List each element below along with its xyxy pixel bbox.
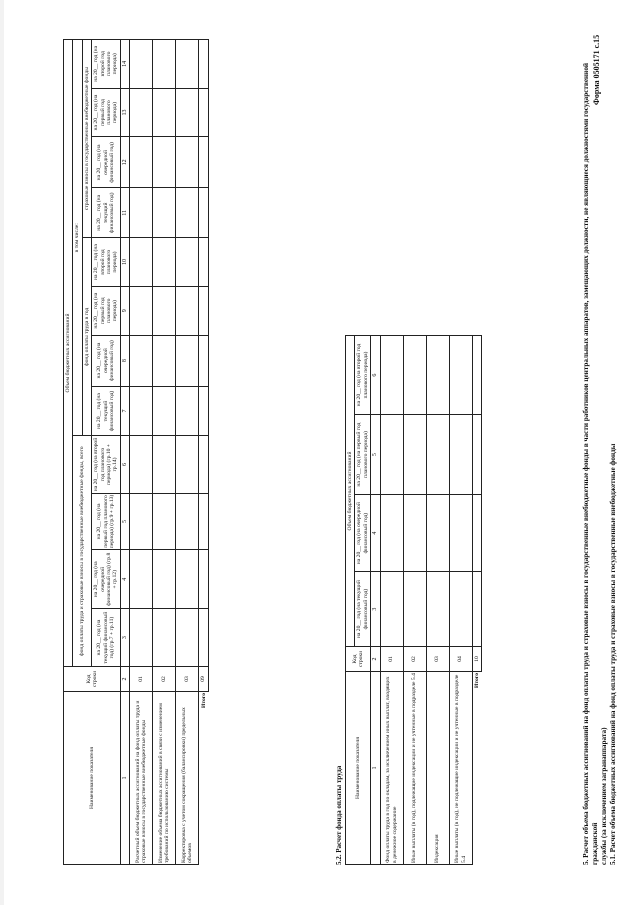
value-cell[interactable] — [130, 286, 153, 335]
table-row — [130, 40, 153, 865]
value-cell[interactable] — [153, 188, 176, 238]
value-cell[interactable] — [176, 88, 199, 137]
year-header: на 20__ год (на первый год планового периода) (гр.9 + гр.13) — [92, 493, 121, 550]
year-header: на 20__ год (на очередной финансовый год) (гр.8 + гр.12) — [92, 550, 121, 609]
value-cell[interactable] — [176, 609, 199, 667]
value-cell[interactable] — [153, 609, 176, 667]
value-cell[interactable] — [176, 286, 199, 335]
value-cell[interactable] — [472, 336, 481, 415]
value-cell[interactable] — [130, 609, 153, 667]
subgroup-ins-header: страховые взносы в государственные внебюджетные фонды — [82, 40, 91, 238]
value-cell[interactable] — [472, 572, 481, 647]
total-code: 10 — [472, 647, 481, 672]
col-code-header: Код строки — [64, 667, 121, 692]
col-number: 5 — [120, 493, 129, 550]
value-cell[interactable] — [153, 40, 176, 89]
value-cell[interactable] — [176, 40, 199, 89]
heading-line-2: службы (за исключением загранаппарата) — [600, 727, 608, 865]
value-cell[interactable] — [472, 415, 481, 495]
value-cell[interactable] — [153, 386, 176, 436]
value-cell[interactable] — [153, 137, 176, 188]
row-code: 02 — [153, 667, 176, 692]
value-cell[interactable] — [153, 286, 176, 335]
col-number: 5 — [371, 415, 380, 495]
value-cell[interactable] — [199, 386, 208, 436]
row-name: Иные выплаты (в год), не подлежащие индексации и не учтенные в подразделе 5.4 — [449, 672, 472, 865]
value-cell[interactable] — [403, 336, 426, 415]
value-cell[interactable] — [130, 88, 153, 137]
year-header: на 20__ год (на текущий финансовый год) — [92, 188, 121, 238]
row-code: 03 — [426, 647, 449, 672]
value-cell[interactable] — [176, 436, 199, 493]
value-cell[interactable] — [199, 550, 208, 609]
row-code: 01 — [380, 647, 403, 672]
col-number: 4 — [371, 495, 380, 572]
col-number: 2 — [371, 647, 380, 672]
col-name-header: Наименование показателя — [346, 672, 371, 865]
value-cell[interactable] — [130, 137, 153, 188]
table-row — [449, 336, 472, 865]
col-number: 12 — [120, 137, 129, 188]
value-cell[interactable] — [199, 40, 208, 89]
value-cell[interactable] — [130, 550, 153, 609]
group-total-header: Объем бюджетных ассигнований — [64, 40, 73, 667]
col-number: 9 — [120, 286, 129, 335]
total-label: Итого — [473, 673, 480, 689]
value-cell[interactable] — [176, 188, 199, 238]
col-number: 3 — [120, 609, 129, 667]
value-cell[interactable] — [199, 188, 208, 238]
value-cell[interactable] — [176, 137, 199, 188]
value-cell[interactable] — [380, 572, 403, 647]
value-cell[interactable] — [199, 493, 208, 550]
row-name: Изменение объема бюджетных ассигнований в связи с изменением требований по использованию системы — [153, 692, 176, 865]
value-cell[interactable] — [380, 415, 403, 495]
year-header: на 20__ год (на второй год планового периода) — [355, 336, 371, 415]
value-cell[interactable] — [176, 550, 199, 609]
year-header: на 20__ год (на второй год планового периода) (гр.10 + гр.14) — [93, 437, 119, 492]
row-code: 02 — [403, 647, 426, 672]
value-cell[interactable] — [153, 238, 176, 287]
value-cell[interactable] — [426, 415, 449, 495]
value-cell[interactable] — [199, 609, 208, 667]
row-name: Фонд оплаты труда в год по окладам, за исключением иных выплат, входящих в денежное содержание — [380, 672, 403, 865]
value-cell[interactable] — [153, 493, 176, 550]
col-number: 1 — [371, 672, 380, 865]
value-cell[interactable] — [380, 495, 403, 572]
row-name: Иные выплаты (в год), подлежащие индексации и не учтенные в подразделе 5.4 — [403, 672, 426, 865]
value-cell[interactable] — [176, 335, 199, 386]
value-cell[interactable] — [380, 336, 403, 415]
col-number: 3 — [371, 572, 380, 647]
col-number: 2 — [120, 667, 129, 692]
group-total-header: Объем бюджетных ассигнований — [346, 336, 355, 647]
row-code: 01 — [130, 667, 153, 692]
table-row — [380, 336, 403, 865]
value-cell[interactable] — [199, 286, 208, 335]
form-id: Форма 0505171 с.15 — [592, 34, 601, 105]
col-number: 6 — [120, 436, 129, 493]
subgroup-all-header: фонд оплаты труда и страховые взносы в государственные внебюджетные фонды, всего — [73, 436, 92, 667]
value-cell[interactable] — [403, 415, 426, 495]
table-5-2 — [345, 335, 482, 865]
value-cell[interactable] — [449, 415, 472, 495]
total-code: 09 — [199, 667, 208, 692]
col-number: 8 — [120, 335, 129, 386]
col-number: 6 — [371, 336, 380, 415]
value-cell[interactable] — [426, 572, 449, 647]
col-number: 1 — [120, 692, 129, 865]
value-cell[interactable] — [176, 493, 199, 550]
col-number: 13 — [120, 88, 129, 137]
row-name: Корректировка с учетом сокращения (балансировки) предельных объемов — [176, 692, 199, 865]
value-cell[interactable] — [130, 436, 153, 493]
value-cell[interactable] — [153, 550, 176, 609]
heading-line-1: 5. Расчет объема бюджетных ассигнований на фонд оплаты труда и страховые взносы в государственные внебюджетные фонды в части работников центральных аппаратов, замещающих должности, не являющиеся должностями государственной гражданской — [582, 62, 599, 865]
year-header: на 20__ год (на очередной финансовый год) — [92, 335, 121, 386]
total-row — [472, 336, 481, 865]
col-number: 10 — [120, 238, 129, 287]
table-row — [403, 336, 426, 865]
value-cell[interactable] — [130, 493, 153, 550]
table-row — [176, 40, 199, 865]
total-row — [199, 40, 208, 865]
value-cell[interactable] — [130, 188, 153, 238]
value-cell[interactable] — [199, 137, 208, 188]
total-label: Итого — [200, 693, 207, 709]
column-numbers-row — [120, 40, 129, 865]
value-cell[interactable] — [199, 88, 208, 137]
col-code-header: Код строки — [346, 647, 371, 672]
value-cell[interactable] — [153, 88, 176, 137]
subgroup-including-header: в том числе: — [73, 40, 82, 436]
table-row — [153, 40, 176, 865]
value-cell[interactable] — [153, 335, 176, 386]
year-header: на 20__ год (на первый год планового периода) — [92, 88, 121, 137]
year-header: на 20__ год (на очередной финансовый год) — [355, 495, 371, 572]
row-name: Индексация — [426, 672, 449, 865]
value-cell[interactable] — [426, 336, 449, 415]
column-numbers-row — [371, 336, 380, 865]
year-header: на 20__ год (на текущий финансовый год) — [92, 386, 121, 436]
year-header: на 20__ год (на второй год планового периода) — [92, 238, 121, 287]
col-number: 11 — [120, 188, 129, 238]
value-cell[interactable] — [199, 238, 208, 287]
value-cell[interactable] — [449, 572, 472, 647]
value-cell[interactable] — [472, 495, 481, 572]
value-cell[interactable] — [199, 436, 208, 493]
section-5-2-title: 5.2. Расчет фонда оплаты труда — [335, 765, 343, 865]
row-code: 03 — [176, 667, 199, 692]
year-header: на 20__ год (на первый год планового периода) — [355, 415, 371, 495]
value-cell[interactable] — [130, 238, 153, 287]
value-cell[interactable] — [130, 40, 153, 89]
row-code: 04 — [449, 647, 472, 672]
table-row — [426, 336, 449, 865]
year-header: на 20__ год (на первый год планового периода) — [92, 286, 121, 335]
value-cell[interactable] — [130, 335, 153, 386]
value-cell[interactable] — [176, 386, 199, 436]
year-header: на 20__ год (на текущий финансовый год) (гр.7 + гр.11) — [92, 609, 121, 667]
year-header: на 20__ год (на второй год планового периода) — [92, 40, 121, 89]
value-cell[interactable] — [403, 572, 426, 647]
value-cell[interactable] — [426, 495, 449, 572]
form-heading — [582, 45, 618, 865]
col-name-header: Наименование показателя — [64, 692, 121, 865]
table-5-1 — [63, 39, 209, 865]
subgroup-fot-header: фонд оплаты труда в год — [82, 238, 91, 436]
value-cell[interactable] — [130, 386, 153, 436]
col-number: 4 — [120, 550, 129, 609]
col-number: 7 — [120, 386, 129, 436]
value-cell[interactable] — [403, 495, 426, 572]
year-header: на 20__ год (на очередной финансовый год) — [92, 137, 121, 188]
row-name: Расчетный объем бюджетных ассигнований на фонд оплаты труда и страховые взносы в государственные внебюджетные фонды — [130, 692, 153, 865]
value-cell[interactable] — [153, 436, 176, 493]
value-cell[interactable] — [449, 336, 472, 415]
col-number: 14 — [120, 40, 129, 89]
value-cell[interactable] — [449, 495, 472, 572]
value-cell[interactable] — [176, 238, 199, 287]
value-cell[interactable] — [199, 335, 208, 386]
year-header: на 20__ год (на текущий финансовый год) — [355, 572, 371, 647]
heading-line-3: 5.1. Расчет объема бюджетных ассигнований на фонд оплаты труда и страховые взносы в государственные внебюджетные фонды — [609, 443, 617, 865]
